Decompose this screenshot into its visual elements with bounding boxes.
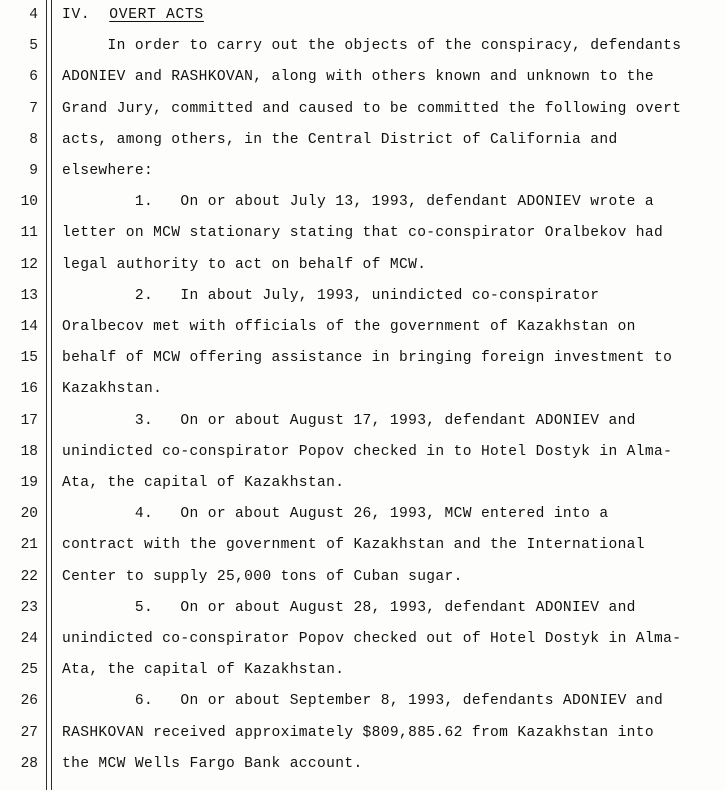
document-text-line: the MCW Wells Fargo Bank account. [62,755,363,772]
line-number: 14 [20,319,38,335]
line-number: 20 [20,506,38,523]
line-number: 6 [29,69,38,86]
line-number: 12 [20,256,38,273]
document-text-line: 3. On or about August 17, 1993, defendant ADONIEV and [62,412,636,429]
line-number: 11 [20,225,38,242]
document-text-line: Oralbecov met with officials of the government of Kazakhstan on [62,319,636,335]
document-text-line: letter on MCW stationary stating that co-conspirator Oralbekov had [62,225,664,242]
document-text-line: elsewhere: [62,163,154,179]
document-text-line: Kazakhstan. [62,381,163,398]
document-text-line: behalf of MCW offering assistance in bringing foreign investment to [62,350,673,367]
line-number: 18 [20,443,38,460]
line-number: 16 [20,381,38,398]
line-number: 23 [20,599,38,616]
line-number: 4 [29,7,38,23]
document-text-line: 4. On or about August 26, 1993, MCW entered into a [62,506,609,523]
document-text-line: contract with the government of Kazakhstan and the International [62,537,645,554]
document-body [62,0,725,790]
line-number-gutter [0,0,46,790]
line-number: 9 [29,163,38,179]
document-text-line: 2. In about July, 1993, unindicted co-conspirator [62,287,600,304]
document-text-line: Center to supply 25,000 tons of Cuban sugar. [62,568,463,585]
document-text-line: Ata, the capital of Kazakhstan. [62,662,345,679]
line-number: 19 [20,475,38,491]
section-title: OVERT ACTS [109,7,204,23]
line-number: 25 [20,662,38,679]
line-number: 17 [20,412,38,429]
vertical-rule-right [51,0,52,790]
vertical-rule-left [46,0,47,790]
document-text-line: legal authority to act on behalf of MCW. [62,256,427,273]
line-number: 26 [20,693,38,710]
document-text-line: ADONIEV and RASHKOVAN, along with others known and unknown to the [62,69,654,86]
document-text-line: acts, among others, in the Central District of California and [62,131,618,148]
line-number: 24 [20,631,38,647]
line-number: 7 [29,100,38,117]
line-number: 22 [20,568,38,585]
line-number: 27 [20,724,38,741]
line-number: 15 [20,350,38,367]
document-text-line: Ata, the capital of Kazakhstan. [62,475,345,491]
document-text-line: In order to carry out the objects of the conspiracy, defendants [62,38,682,55]
line-number: 5 [29,38,38,55]
line-number: 21 [20,537,38,554]
document-text-line: Grand Jury, committed and caused to be committed the following overt [62,100,682,117]
document-text-line: 1. On or about July 13, 1993, defendant ADONIEV wrote a [62,194,654,211]
document-text-line: RASHKOVAN received approximately $809,885.62 from Kazakhstan into [62,724,654,741]
line-number: 28 [20,755,38,772]
document-text-line: unindicted co-conspirator Popov checked in to Hotel Dostyk in Alma- [62,443,673,460]
line-number: 8 [29,131,38,148]
section-heading [62,8,204,23]
line-number: 13 [20,287,38,304]
document-text-line: unindicted co-conspirator Popov checked out of Hotel Dostyk in Alma- [62,631,682,647]
section-number: IV. [62,7,91,23]
document-text-line: 5. On or about August 28, 1993, defendant ADONIEV and [62,599,636,616]
document-text-line: 6. On or about September 8, 1993, defendants ADONIEV and [62,693,664,710]
line-number: 10 [20,194,38,211]
